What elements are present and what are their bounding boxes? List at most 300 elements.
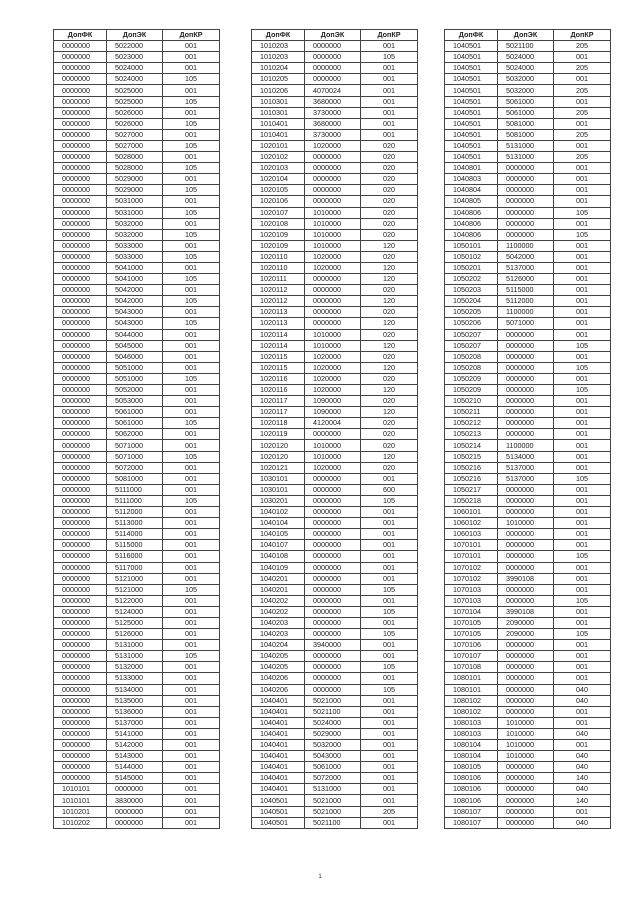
cell-dopek: 5031000 (107, 196, 163, 207)
cell-dopfk: 0000000 (54, 152, 107, 163)
cell-dopfk: 0000000 (54, 773, 107, 784)
cell-dopfk: 0000000 (54, 484, 107, 495)
table-row (54, 340, 220, 351)
table-row (445, 717, 611, 728)
cell-dopkr: 120 (361, 385, 418, 396)
cell-dopkr: 001 (163, 196, 220, 207)
table-row (54, 673, 220, 684)
table-header-row (54, 30, 220, 41)
cell-dopkr: 001 (163, 795, 220, 806)
cell-dopkr: 120 (361, 274, 418, 285)
table-row (54, 118, 220, 129)
cell-dopkr: 001 (163, 218, 220, 229)
table-row (252, 473, 418, 484)
table-row (252, 318, 418, 329)
cell-dopek: 5137000 (498, 462, 554, 473)
cell-dopfk: 1040803 (445, 174, 498, 185)
cell-dopkr: 020 (361, 373, 418, 384)
table-row (445, 684, 611, 695)
table-row (445, 629, 611, 640)
table-row (252, 52, 418, 63)
table-row (445, 262, 611, 273)
cell-dopfk: 1040206 (252, 684, 305, 695)
cell-dopek: 5042000 (107, 296, 163, 307)
cell-dopek: 0000000 (305, 518, 361, 529)
cell-dopfk: 0000000 (54, 240, 107, 251)
cell-dopkr: 105 (554, 340, 611, 351)
table-row (445, 229, 611, 240)
cell-dopkr: 001 (554, 529, 611, 540)
cell-dopkr: 001 (554, 185, 611, 196)
cell-dopek: 1010000 (305, 240, 361, 251)
table-row (252, 74, 418, 85)
table-row (252, 107, 418, 118)
table-row (54, 806, 220, 817)
cell-dopek: 5134000 (107, 684, 163, 695)
cell-dopfk: 1020119 (252, 429, 305, 440)
cell-dopek: 5142000 (107, 740, 163, 751)
cell-dopek: 0000000 (305, 562, 361, 573)
table-row (252, 274, 418, 285)
cell-dopkr: 105 (163, 118, 220, 129)
table-row (445, 640, 611, 651)
cell-dopek: 5115000 (498, 285, 554, 296)
cell-dopkr: 001 (361, 740, 418, 751)
cell-dopkr: 001 (554, 274, 611, 285)
cell-dopfk: 1010201 (54, 806, 107, 817)
table-row (54, 617, 220, 628)
cell-dopkr: 001 (554, 573, 611, 584)
cell-dopek: 5081000 (498, 129, 554, 140)
cell-dopfk: 1010401 (252, 118, 305, 129)
table-row (252, 540, 418, 551)
cell-dopfk: 1020112 (252, 296, 305, 307)
cell-dopfk: 0000000 (54, 163, 107, 174)
table-row (252, 640, 418, 651)
cell-dopek: 5046000 (107, 351, 163, 362)
cell-dopkr: 105 (163, 185, 220, 196)
cell-dopfk: 1080107 (445, 817, 498, 828)
cell-dopek: 5133000 (107, 673, 163, 684)
cell-dopfk: 1010204 (252, 63, 305, 74)
cell-dopek: 5027000 (107, 129, 163, 140)
table-row (252, 440, 418, 451)
cell-dopkr: 001 (361, 85, 418, 96)
cell-dopfk: 1040401 (252, 762, 305, 773)
table-row (252, 351, 418, 362)
cell-dopkr: 001 (163, 595, 220, 606)
cell-dopkr: 001 (554, 673, 611, 684)
table-row (54, 174, 220, 185)
table-row (445, 207, 611, 218)
cell-dopfk: 0000000 (54, 362, 107, 373)
cell-dopfk: 1050216 (445, 462, 498, 473)
cell-dopkr: 020 (361, 285, 418, 296)
cell-dopkr: 001 (554, 495, 611, 506)
cell-dopfk: 0000000 (54, 540, 107, 551)
table-row (445, 418, 611, 429)
table-row (445, 129, 611, 140)
table-row (54, 484, 220, 495)
cell-dopkr: 040 (554, 695, 611, 706)
cell-dopkr: 001 (163, 240, 220, 251)
cell-dopek: 0000000 (305, 285, 361, 296)
cell-dopek: 1100000 (498, 307, 554, 318)
cell-dopkr: 001 (163, 41, 220, 52)
cell-dopek: 5021000 (305, 695, 361, 706)
table-row (54, 385, 220, 396)
cell-dopkr: 001 (554, 52, 611, 63)
cell-dopkr: 001 (554, 74, 611, 85)
cell-dopek: 5032000 (107, 229, 163, 240)
cell-dopfk: 1040501 (445, 107, 498, 118)
cell-dopek: 5114000 (107, 529, 163, 540)
cell-dopkr: 001 (163, 695, 220, 706)
cell-dopek: 5061000 (107, 418, 163, 429)
cell-dopkr: 001 (361, 107, 418, 118)
cell-dopfk: 1050207 (445, 329, 498, 340)
cell-dopfk: 1070105 (445, 617, 498, 628)
cell-dopfk: 1080102 (445, 695, 498, 706)
cell-dopfk: 1040401 (252, 784, 305, 795)
cell-dopfk: 1040205 (252, 662, 305, 673)
table-row (445, 185, 611, 196)
cell-dopfk: 0000000 (54, 185, 107, 196)
cell-dopfk: 1020118 (252, 418, 305, 429)
cell-dopfk: 0000000 (54, 740, 107, 751)
cell-dopek: 5032000 (498, 74, 554, 85)
table-row (252, 152, 418, 163)
table-row (54, 163, 220, 174)
cell-dopfk: 1080103 (445, 717, 498, 728)
table-row (445, 41, 611, 52)
cell-dopfk: 1040501 (252, 806, 305, 817)
table-header-row (445, 30, 611, 41)
cell-dopkr: 001 (554, 329, 611, 340)
cell-dopek: 5131000 (498, 140, 554, 151)
table-row (252, 817, 418, 828)
cell-dopek: 5071000 (498, 318, 554, 329)
cell-dopkr: 001 (361, 695, 418, 706)
cell-dopfk: 1010301 (252, 107, 305, 118)
cell-dopfk: 1020116 (252, 373, 305, 384)
table-row (54, 129, 220, 140)
cell-dopfk: 1020111 (252, 274, 305, 285)
cell-dopfk: 0000000 (54, 296, 107, 307)
table-row (252, 218, 418, 229)
cell-dopkr: 001 (554, 285, 611, 296)
cell-dopek: 0000000 (305, 63, 361, 74)
cell-dopfk: 1080103 (445, 728, 498, 739)
cell-dopek: 1010000 (305, 451, 361, 462)
table-row (252, 728, 418, 739)
cell-dopek: 0000000 (305, 174, 361, 185)
cell-dopek: 0000000 (498, 562, 554, 573)
table-row (54, 784, 220, 795)
table-row (445, 307, 611, 318)
cell-dopek: 1010000 (305, 207, 361, 218)
cell-dopek: 5117000 (107, 562, 163, 573)
cell-dopek: 0000000 (305, 185, 361, 196)
cell-dopek: 5027000 (107, 140, 163, 151)
cell-dopfk: 1020107 (252, 207, 305, 218)
cell-dopek: 0000000 (498, 651, 554, 662)
header-dopkr: ДопКР (554, 30, 611, 41)
cell-dopfk: 1020103 (252, 163, 305, 174)
cell-dopfk: 1040401 (252, 751, 305, 762)
cell-dopkr: 001 (554, 140, 611, 151)
table-row (252, 562, 418, 573)
cell-dopek: 5032000 (107, 218, 163, 229)
cell-dopkr: 001 (554, 540, 611, 551)
cell-dopek: 0000000 (305, 673, 361, 684)
table-row (54, 728, 220, 739)
cell-dopfk: 1010202 (54, 817, 107, 828)
cell-dopkr: 020 (361, 163, 418, 174)
cell-dopkr: 001 (163, 440, 220, 451)
cell-dopkr: 001 (554, 451, 611, 462)
cell-dopkr: 001 (554, 196, 611, 207)
cell-dopkr: 020 (361, 429, 418, 440)
cell-dopfk: 0000000 (54, 63, 107, 74)
cell-dopfk: 1080104 (445, 751, 498, 762)
cell-dopfk: 0000000 (54, 651, 107, 662)
cell-dopek: 0000000 (305, 540, 361, 551)
cell-dopfk: 1020114 (252, 340, 305, 351)
table-row (54, 396, 220, 407)
cell-dopfk: 1020105 (252, 185, 305, 196)
cell-dopek: 1100000 (498, 440, 554, 451)
cell-dopfk: 1040501 (445, 140, 498, 151)
table-row (445, 52, 611, 63)
cell-dopkr: 001 (361, 551, 418, 562)
table-row (54, 362, 220, 373)
cell-dopfk: 1060103 (445, 529, 498, 540)
header-dopek: ДопЭК (107, 30, 163, 41)
cell-dopek: 0000000 (498, 196, 554, 207)
cell-dopek: 3680000 (305, 118, 361, 129)
cell-dopek: 5031000 (107, 207, 163, 218)
cell-dopfk: 1010206 (252, 85, 305, 96)
cell-dopek: 0000000 (498, 584, 554, 595)
cell-dopkr: 001 (361, 728, 418, 739)
cell-dopek: 3730000 (305, 129, 361, 140)
cell-dopkr: 105 (361, 606, 418, 617)
cell-dopek: 5124000 (107, 606, 163, 617)
cell-dopfk: 1010203 (252, 41, 305, 52)
cell-dopek: 5072000 (107, 462, 163, 473)
cell-dopek: 5061000 (305, 762, 361, 773)
table-row (252, 418, 418, 429)
cell-dopfk: 0000000 (54, 340, 107, 351)
cell-dopfk: 1040204 (252, 640, 305, 651)
cell-dopfk: 1040501 (445, 118, 498, 129)
table-row (54, 240, 220, 251)
cell-dopfk: 0000000 (54, 529, 107, 540)
table-row (445, 196, 611, 207)
cell-dopkr: 105 (554, 362, 611, 373)
cell-dopek: 0000000 (305, 573, 361, 584)
table-row (252, 651, 418, 662)
cell-dopek: 5021100 (305, 706, 361, 717)
cell-dopek: 5051000 (107, 373, 163, 384)
cell-dopfk: 0000000 (54, 762, 107, 773)
cell-dopfk: 0000000 (54, 96, 107, 107)
cell-dopfk: 1020106 (252, 196, 305, 207)
cell-dopkr: 020 (361, 152, 418, 163)
cell-dopkr: 001 (361, 784, 418, 795)
cell-dopkr: 001 (163, 562, 220, 573)
cell-dopfk: 1050214 (445, 440, 498, 451)
table-row (54, 540, 220, 551)
table-row (252, 573, 418, 584)
cell-dopek: 1010000 (498, 717, 554, 728)
cell-dopfk: 1050210 (445, 396, 498, 407)
cell-dopkr: 600 (361, 484, 418, 495)
cell-dopfk: 1070103 (445, 584, 498, 595)
cell-dopek: 1010000 (305, 229, 361, 240)
cell-dopek: 5081000 (498, 118, 554, 129)
table-row (54, 473, 220, 484)
cell-dopfk: 0000000 (54, 562, 107, 573)
table-row (445, 163, 611, 174)
table-row (445, 63, 611, 74)
table-row (445, 551, 611, 562)
cell-dopfk: 1040501 (445, 96, 498, 107)
cell-dopfk: 0000000 (54, 307, 107, 318)
cell-dopek: 5025000 (107, 85, 163, 96)
cell-dopek: 1020000 (305, 462, 361, 473)
table-row (252, 373, 418, 384)
cell-dopek: 5032000 (498, 85, 554, 96)
cell-dopkr: 020 (361, 174, 418, 185)
cell-dopfk: 1030201 (252, 495, 305, 506)
cell-dopfk: 1050204 (445, 296, 498, 307)
cell-dopek: 5032000 (305, 740, 361, 751)
cell-dopek: 1010000 (498, 740, 554, 751)
table-row (445, 584, 611, 595)
cell-dopek: 0000000 (305, 495, 361, 506)
cell-dopek: 0000000 (107, 784, 163, 795)
table-row (445, 695, 611, 706)
cell-dopkr: 020 (361, 418, 418, 429)
table-row (252, 606, 418, 617)
table-row (54, 85, 220, 96)
cell-dopek: 5131000 (107, 640, 163, 651)
cell-dopek: 5029000 (107, 174, 163, 185)
table-row (54, 418, 220, 429)
cell-dopkr: 001 (163, 152, 220, 163)
cell-dopfk: 1020113 (252, 318, 305, 329)
table-row (252, 140, 418, 151)
cell-dopfk: 1010205 (252, 74, 305, 85)
cell-dopek: 5116000 (107, 551, 163, 562)
table-row (54, 96, 220, 107)
table-row (252, 629, 418, 640)
table-row (252, 407, 418, 418)
cell-dopek: 0000000 (498, 229, 554, 240)
cell-dopkr: 105 (554, 551, 611, 562)
table-row (252, 617, 418, 628)
cell-dopfk: 0000000 (54, 451, 107, 462)
table-row (54, 451, 220, 462)
table-row (54, 695, 220, 706)
table-row (445, 396, 611, 407)
cell-dopfk: 1040203 (252, 629, 305, 640)
cell-dopkr: 105 (163, 163, 220, 174)
table-header-row (252, 30, 418, 41)
cell-dopek: 1020000 (305, 251, 361, 262)
cell-dopek: 2090000 (498, 617, 554, 628)
table-row (252, 595, 418, 606)
cell-dopkr: 105 (163, 207, 220, 218)
cell-dopek: 5021100 (498, 41, 554, 52)
cell-dopfk: 0000000 (54, 262, 107, 273)
cell-dopek: 5026000 (107, 107, 163, 118)
cell-dopkr: 001 (163, 262, 220, 273)
cell-dopfk: 1040401 (252, 728, 305, 739)
cell-dopkr: 120 (361, 296, 418, 307)
cell-dopek: 5137000 (498, 262, 554, 273)
cell-dopek: 5021100 (305, 817, 361, 828)
cell-dopkr: 001 (163, 174, 220, 185)
cell-dopkr: 001 (361, 595, 418, 606)
cell-dopfk: 1010101 (54, 795, 107, 806)
cell-dopkr: 001 (361, 129, 418, 140)
cell-dopfk: 0000000 (54, 751, 107, 762)
cell-dopkr: 105 (361, 52, 418, 63)
table-row (445, 351, 611, 362)
cell-dopfk: 0000000 (54, 429, 107, 440)
table-row (54, 462, 220, 473)
cell-dopek: 5141000 (107, 728, 163, 739)
table-row (445, 495, 611, 506)
cell-dopek: 5024000 (498, 52, 554, 63)
cell-dopek: 1090000 (305, 396, 361, 407)
table-row (54, 629, 220, 640)
cell-dopek: 0000000 (498, 784, 554, 795)
cell-dopfk: 0000000 (54, 706, 107, 717)
cell-dopfk: 0000000 (54, 118, 107, 129)
cell-dopfk: 1070102 (445, 573, 498, 584)
table-row (252, 96, 418, 107)
cell-dopfk: 0000000 (54, 606, 107, 617)
cell-dopek: 0000000 (498, 551, 554, 562)
cell-dopkr: 105 (163, 74, 220, 85)
table-row (252, 296, 418, 307)
cell-dopfk: 1020117 (252, 396, 305, 407)
cell-dopfk: 1080102 (445, 706, 498, 717)
cell-dopek: 0000000 (305, 606, 361, 617)
cell-dopkr: 105 (163, 318, 220, 329)
cell-dopek: 0000000 (498, 495, 554, 506)
table-row (54, 762, 220, 773)
cell-dopek: 3990108 (498, 573, 554, 584)
table-row (445, 407, 611, 418)
cell-dopfk: 1040501 (445, 74, 498, 85)
cell-dopkr: 001 (554, 96, 611, 107)
cell-dopfk: 1020113 (252, 307, 305, 318)
cell-dopkr: 105 (361, 495, 418, 506)
table-row (445, 507, 611, 518)
cell-dopfk: 1040401 (252, 717, 305, 728)
cell-dopkr: 001 (554, 584, 611, 595)
table-row (445, 751, 611, 762)
cell-dopfk: 1080106 (445, 795, 498, 806)
cell-dopek: 5023000 (107, 52, 163, 63)
cell-dopkr: 001 (163, 640, 220, 651)
cell-dopkr: 020 (361, 251, 418, 262)
